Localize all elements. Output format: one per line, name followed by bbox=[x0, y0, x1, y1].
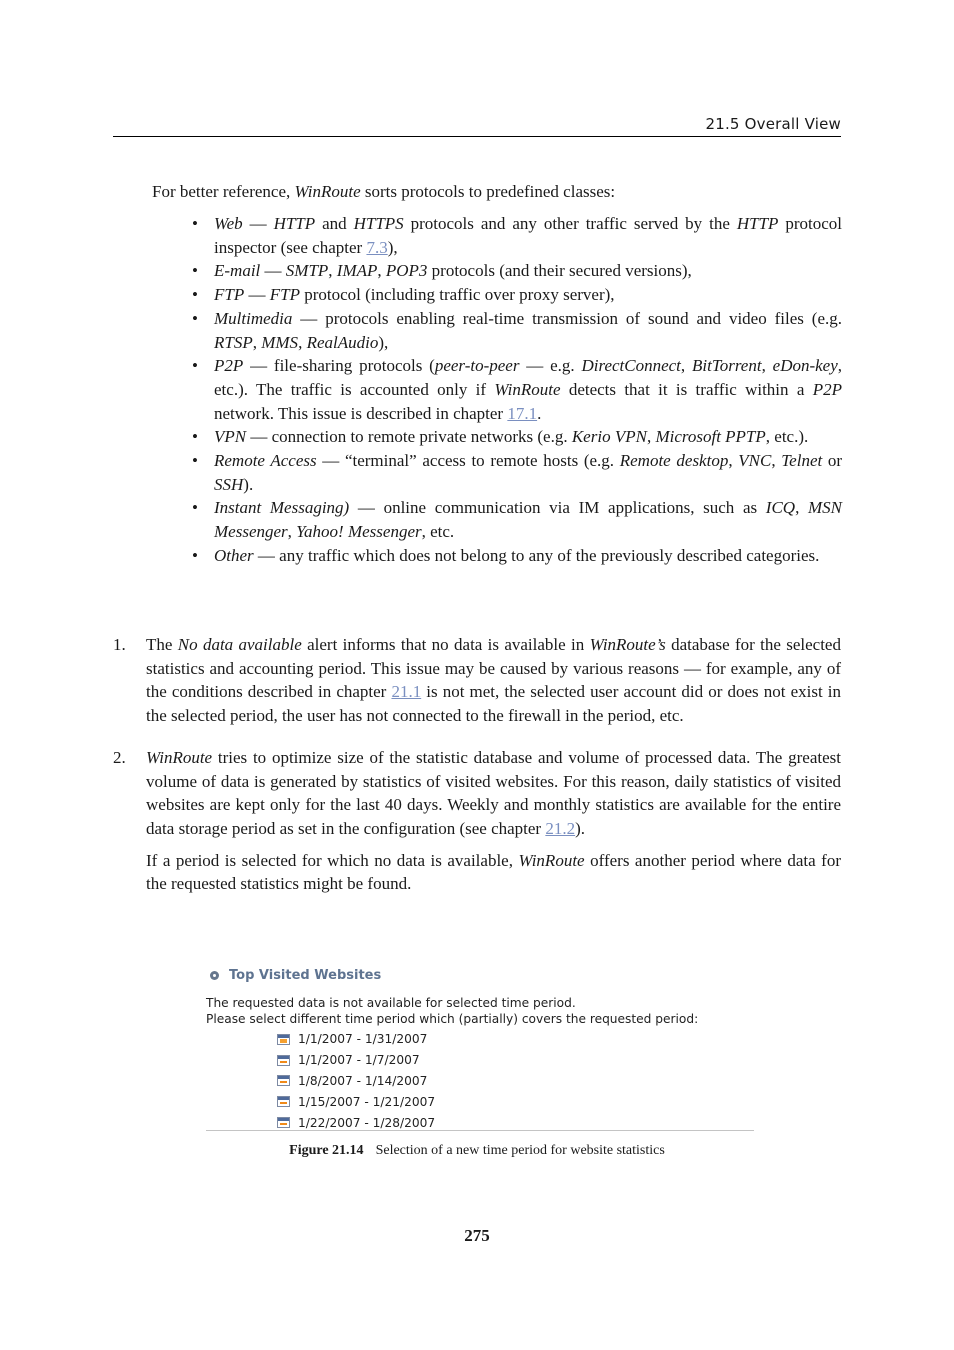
text-run: — any traffic which does not belong to any of the previously described categories. bbox=[253, 545, 820, 565]
text-run: protocol (including traffic over proxy server), bbox=[299, 285, 615, 305]
italic-term: Web bbox=[214, 214, 243, 233]
note-item bbox=[113, 633, 841, 728]
text-run: — e.g. bbox=[519, 356, 582, 376]
italic-term: Telnet bbox=[781, 451, 823, 471]
italic-term: POP3 bbox=[385, 261, 428, 281]
italic-term: HTTP bbox=[736, 214, 779, 233]
text-run: — bbox=[260, 261, 286, 281]
italic-term: P2P bbox=[812, 379, 842, 399]
text-run: If a period is selected for which no data is available, bbox=[146, 850, 519, 870]
note-number: 2. bbox=[113, 747, 126, 767]
italic-term: Other bbox=[214, 545, 254, 565]
italic-term: SMTP bbox=[285, 261, 329, 281]
italic-term: eDon-key bbox=[772, 356, 838, 376]
note-number: 1. bbox=[113, 635, 126, 654]
text-run: protocol inspector (see chapter bbox=[214, 214, 843, 257]
period-option[interactable] bbox=[277, 1050, 435, 1071]
italic-term: HTTP bbox=[273, 214, 316, 233]
italic-term: RTSP bbox=[214, 332, 253, 352]
calendar-icon bbox=[277, 1075, 290, 1086]
text-run: network. This issue is described in chapter bbox=[214, 403, 508, 423]
italic-term: ICQ bbox=[765, 498, 796, 518]
text-run: , etc.). bbox=[765, 427, 809, 447]
protocol-class-item bbox=[192, 354, 842, 425]
italic-term: P2P bbox=[214, 356, 244, 376]
text-run: and bbox=[315, 214, 354, 233]
text-run: tries to optimize size of the statistic database and volume of processed data. The greatest volume of data is generated by statistics of visited websites. For this reason, daily statistics of visited websites are kept only for the last 40 days. Weekly and monthly statistics are available for the entire data storage period as set in the configuration (see chapter bbox=[146, 747, 841, 838]
italic-term: Yahoo! Messenger bbox=[296, 522, 422, 542]
text-run: — connection to remote private networks (e.g. bbox=[246, 427, 572, 447]
page-number: 275 bbox=[464, 1226, 490, 1245]
text-run: ). bbox=[243, 474, 254, 494]
italic-term: Instant Messaging) bbox=[214, 498, 350, 518]
period-label[interactable]: 1/22/2007 - 1/28/2007 bbox=[298, 1115, 436, 1130]
protocol-class-item bbox=[192, 283, 842, 307]
text-run: , bbox=[795, 498, 809, 518]
bullet-icon: • bbox=[192, 498, 198, 518]
bullet-icon: • bbox=[192, 285, 198, 305]
chapter-link[interactable]: 21.2 bbox=[545, 818, 576, 838]
text-run: protocols (and their secured versions), bbox=[427, 261, 692, 281]
text-run: is not met, the selected user account did or does not exist in the selected period, the user has not connected to the firewall in the period, etc. bbox=[146, 682, 841, 726]
period-label[interactable]: 1/15/2007 - 1/21/2007 bbox=[298, 1094, 436, 1109]
header-rule bbox=[113, 136, 841, 137]
text-run: offers another period where data for the requested statistics might be found. bbox=[146, 850, 841, 894]
chapter-link[interactable]: 21.1 bbox=[391, 682, 422, 702]
text-run: , bbox=[728, 451, 739, 471]
text-run: , bbox=[761, 356, 773, 376]
text-run: , bbox=[646, 427, 656, 447]
text-run: , etc. bbox=[421, 522, 455, 542]
protocol-class-item bbox=[192, 307, 842, 354]
period-label[interactable]: 1/8/2007 - 1/14/2007 bbox=[298, 1073, 428, 1088]
bullet-icon: • bbox=[192, 356, 198, 376]
italic-term: DirectConnect bbox=[581, 356, 681, 376]
intro-text-after: sorts protocols to predefined classes: bbox=[360, 182, 616, 201]
period-option[interactable] bbox=[277, 1071, 435, 1092]
italic-term: SSH bbox=[214, 474, 244, 494]
italic-term: Kerio VPN bbox=[571, 427, 647, 447]
caption-text: Selection of a new time period for website statistics bbox=[375, 1143, 665, 1158]
italic-term: HTTPS bbox=[353, 214, 404, 233]
note-paragraph bbox=[146, 849, 841, 896]
italic-term: VPN bbox=[214, 427, 247, 447]
intro-app-name: WinRoute bbox=[294, 182, 361, 201]
calendar-icon bbox=[277, 1055, 290, 1066]
period-options-list bbox=[277, 1029, 435, 1133]
bullet-icon: • bbox=[192, 427, 198, 447]
text-run: — file-sharing protocols ( bbox=[243, 356, 435, 376]
text-run: , bbox=[328, 261, 337, 281]
note-paragraph bbox=[146, 746, 841, 841]
running-header: 21.5 Overall View bbox=[705, 115, 841, 133]
figure-screenshot bbox=[206, 965, 754, 1132]
text-run: ). bbox=[575, 818, 586, 838]
chapter-link[interactable]: 7.3 bbox=[366, 237, 388, 257]
text-run: — bbox=[244, 285, 270, 305]
figure-title-row bbox=[210, 968, 381, 983]
figure-message-line-2: Please select different time period which (partially) covers the requested period: bbox=[206, 1012, 699, 1026]
italic-term: MSN Messenger bbox=[214, 498, 843, 542]
calendar-icon bbox=[277, 1096, 290, 1107]
calendar-icon bbox=[277, 1117, 290, 1128]
italic-term: E-mail bbox=[214, 261, 261, 281]
bullet-icon: • bbox=[192, 545, 198, 565]
text-run: — bbox=[242, 214, 274, 233]
protocol-class-item bbox=[192, 544, 842, 568]
intro-paragraph bbox=[152, 180, 842, 204]
italic-term: MMS bbox=[261, 332, 299, 352]
text-run: , bbox=[287, 522, 297, 542]
italic-term: WinRoute bbox=[494, 379, 561, 399]
text-run: or bbox=[822, 451, 843, 471]
text-run: , etc.). The traffic is accounted only if bbox=[214, 356, 843, 399]
text-run: alert informs that no data is available in bbox=[301, 635, 590, 654]
text-run: ), bbox=[387, 237, 398, 257]
bullet-icon: • bbox=[192, 308, 198, 328]
italic-term: Microsoft PPTP bbox=[655, 427, 766, 447]
notes-list bbox=[113, 633, 841, 896]
text-run: database for the selected statistics and accounting period. This issue may be caused by various reasons — for example, any of the conditions described in chapter bbox=[146, 635, 841, 702]
text-run: , bbox=[298, 332, 307, 352]
calendar-icon bbox=[277, 1034, 290, 1045]
chapter-link[interactable]: 17.1 bbox=[507, 403, 538, 423]
period-label[interactable]: 1/1/2007 - 1/31/2007 bbox=[298, 1032, 428, 1047]
text-run: , bbox=[252, 332, 262, 352]
text-run: — “terminal” access to remote hosts (e.g. bbox=[316, 451, 620, 471]
text-run: detects that it is traffic within a bbox=[560, 379, 813, 399]
protocol-class-list bbox=[192, 212, 842, 568]
italic-term: Remote Access bbox=[214, 451, 317, 471]
italic-term: BitTorrent bbox=[691, 356, 762, 376]
protocol-class-item bbox=[192, 449, 842, 496]
figure-bottom-rule bbox=[206, 1130, 754, 1131]
protocol-class-item bbox=[192, 425, 842, 449]
italic-term: IMAP bbox=[336, 261, 378, 281]
italic-term: Multimedia bbox=[214, 308, 293, 328]
caption-label: Figure 21.14 bbox=[289, 1143, 364, 1158]
text-run: — protocols enabling real-time transmission of sound and video files (e.g. bbox=[292, 308, 842, 328]
figure-panel-title: Top Visited Websites bbox=[229, 968, 382, 983]
protocol-class-item bbox=[192, 259, 842, 283]
text-run: ), bbox=[378, 332, 389, 352]
italic-term: No data available bbox=[177, 635, 302, 654]
text-run: — online communication via IM applications, such as bbox=[349, 498, 766, 518]
period-option[interactable] bbox=[277, 1029, 435, 1050]
period-option[interactable] bbox=[277, 1091, 435, 1112]
figure-message bbox=[206, 995, 698, 1027]
note-paragraph bbox=[146, 633, 841, 728]
italic-term: WinRoute bbox=[146, 747, 213, 767]
protocol-class-item bbox=[192, 496, 842, 543]
note-item bbox=[113, 746, 841, 896]
text-run: , bbox=[771, 451, 782, 471]
italic-term: Remote desktop bbox=[619, 451, 729, 471]
italic-term: WinRoute bbox=[518, 850, 585, 870]
italic-term: FTP bbox=[214, 285, 245, 305]
italic-term: WinRoute’s bbox=[589, 635, 666, 654]
intro-text-before: For better reference, bbox=[152, 182, 295, 201]
italic-term: peer-to-peer bbox=[434, 356, 520, 376]
figure-caption bbox=[0, 1143, 954, 1159]
italic-term: VNC bbox=[738, 451, 772, 471]
italic-term: FTP bbox=[269, 285, 300, 305]
text-run: protocols and any other traffic served by the bbox=[403, 214, 737, 233]
bullet-icon: • bbox=[192, 214, 198, 233]
text-run: , bbox=[377, 261, 386, 281]
text-run: . bbox=[537, 403, 542, 423]
bullet-icon: • bbox=[192, 261, 198, 281]
protocol-class-item bbox=[192, 212, 842, 259]
text-run: , bbox=[680, 356, 692, 376]
period-label[interactable]: 1/1/2007 - 1/7/2007 bbox=[298, 1053, 420, 1068]
bullet-icon: • bbox=[192, 451, 198, 471]
figure-message-line-1: The requested data is not available for selected time period. bbox=[206, 996, 576, 1010]
section-bullet-icon bbox=[210, 971, 219, 980]
text-run: The bbox=[146, 635, 178, 654]
italic-term: RealAudio bbox=[306, 332, 379, 352]
